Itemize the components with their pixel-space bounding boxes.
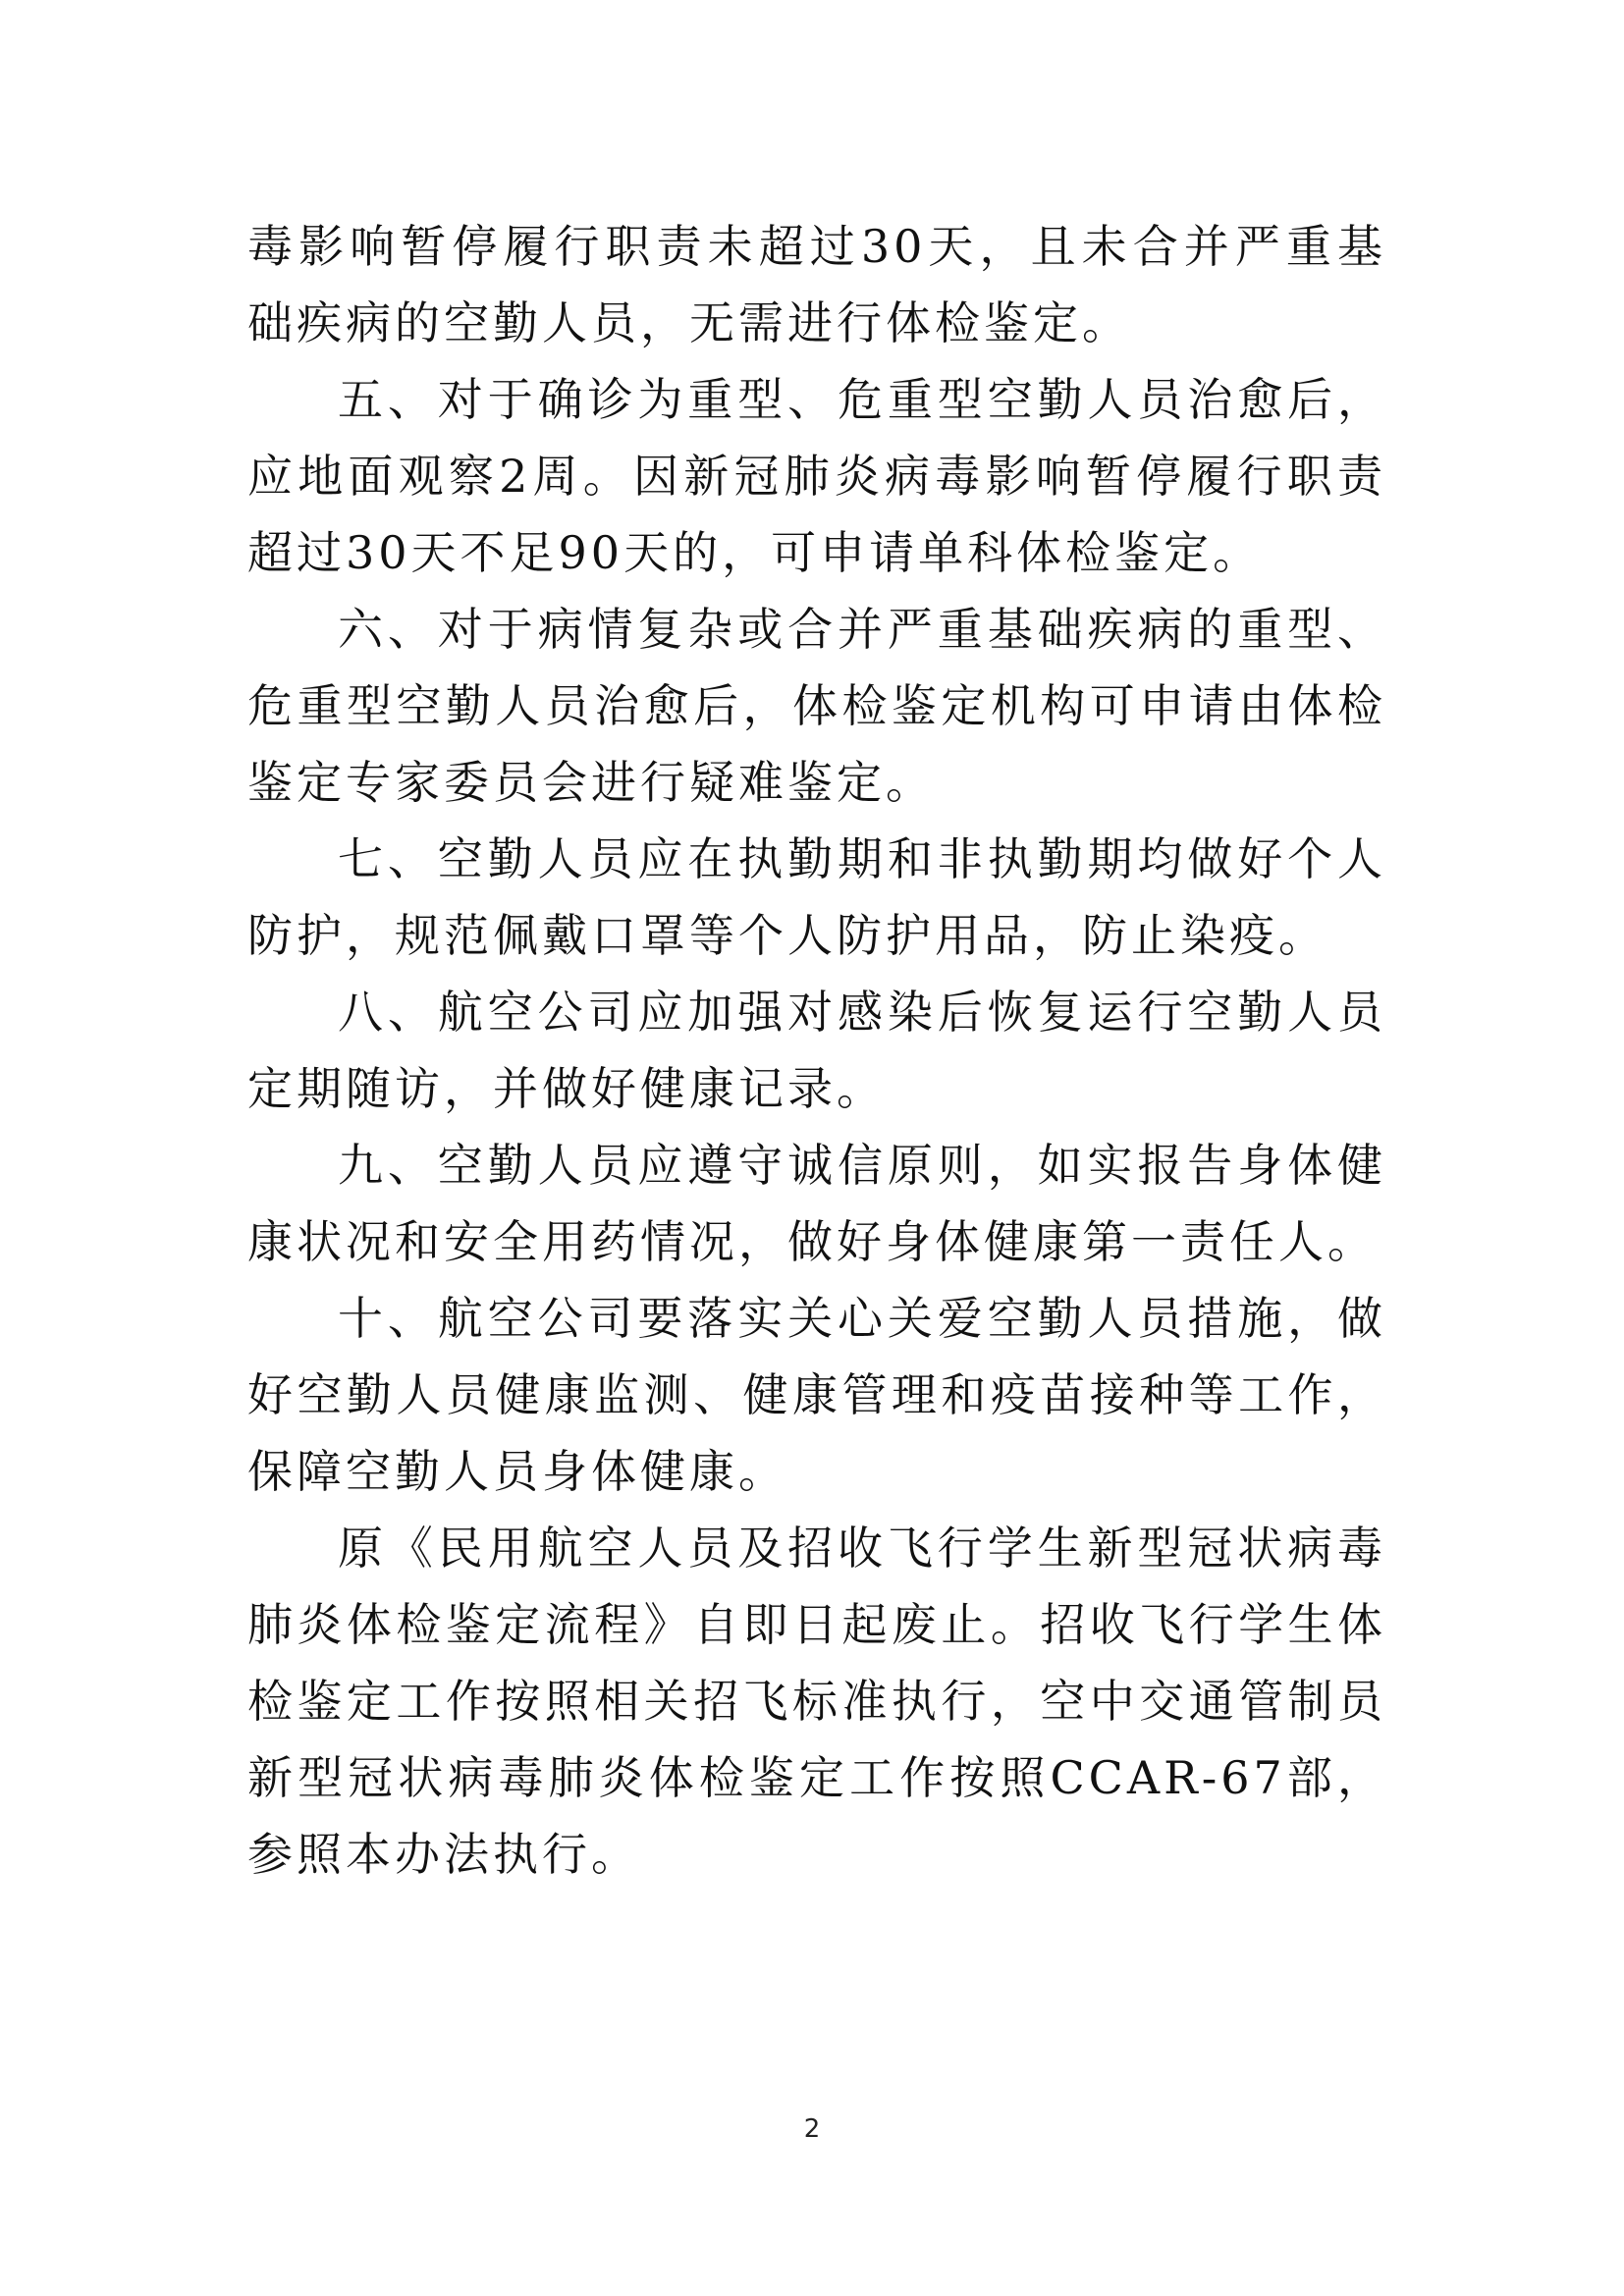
paragraph-item-9: 九、空勤人员应遵守诚信原则，如实报告身体健康状况和安全用药情况，做好身体健康第一责任人。: [247, 1139, 1386, 1268]
paragraph-item-5: 五、对于确诊为重型、危重型空勤人员治愈后，应地面观察2周。因新冠肺炎病毒影响暂停履行职责超过30天不足90天的，可申请单科体检鉴定。: [247, 373, 1386, 579]
document-body: [247, 208, 1386, 1893]
paragraph-item-7: 七、空勤人员应在执勤期和非执勤期均做好个人防护，规范佩戴口罩等个人防护用品，防止染疫。: [247, 832, 1386, 962]
paragraph-item-6: 六、对于病情复杂或合并严重基础疾病的重型、危重型空勤人员治愈后，体检鉴定机构可申请由体检鉴定专家委员会进行疑难鉴定。: [247, 603, 1386, 809]
paragraph-item-10: 十、航空公司要落实关心关爱空勤人员措施，做好空勤人员健康监测、健康管理和疫苗接种等工作，保障空勤人员身体健康。: [247, 1292, 1386, 1498]
page-number: 2: [803, 2114, 821, 2144]
paragraph-item-8: 八、航空公司应加强对感染后恢复运行空勤人员定期随访，并做好健康记录。: [247, 986, 1386, 1115]
paragraph-continuation: 毒影响暂停履行职责未超过30天，且未合并严重基础疾病的空勤人员，无需进行体检鉴定。: [247, 220, 1386, 349]
paragraph-repeal-note: 原《民用航空人员及招收飞行学生新型冠状病毒肺炎体检鉴定流程》自即日起废止。招收飞行学生体检鉴定工作按照相关招飞标准执行，空中交通管制员新型冠状病毒肺炎体检鉴定工作按照CCAR-67部，参照本办法执行。: [247, 1522, 1386, 1881]
